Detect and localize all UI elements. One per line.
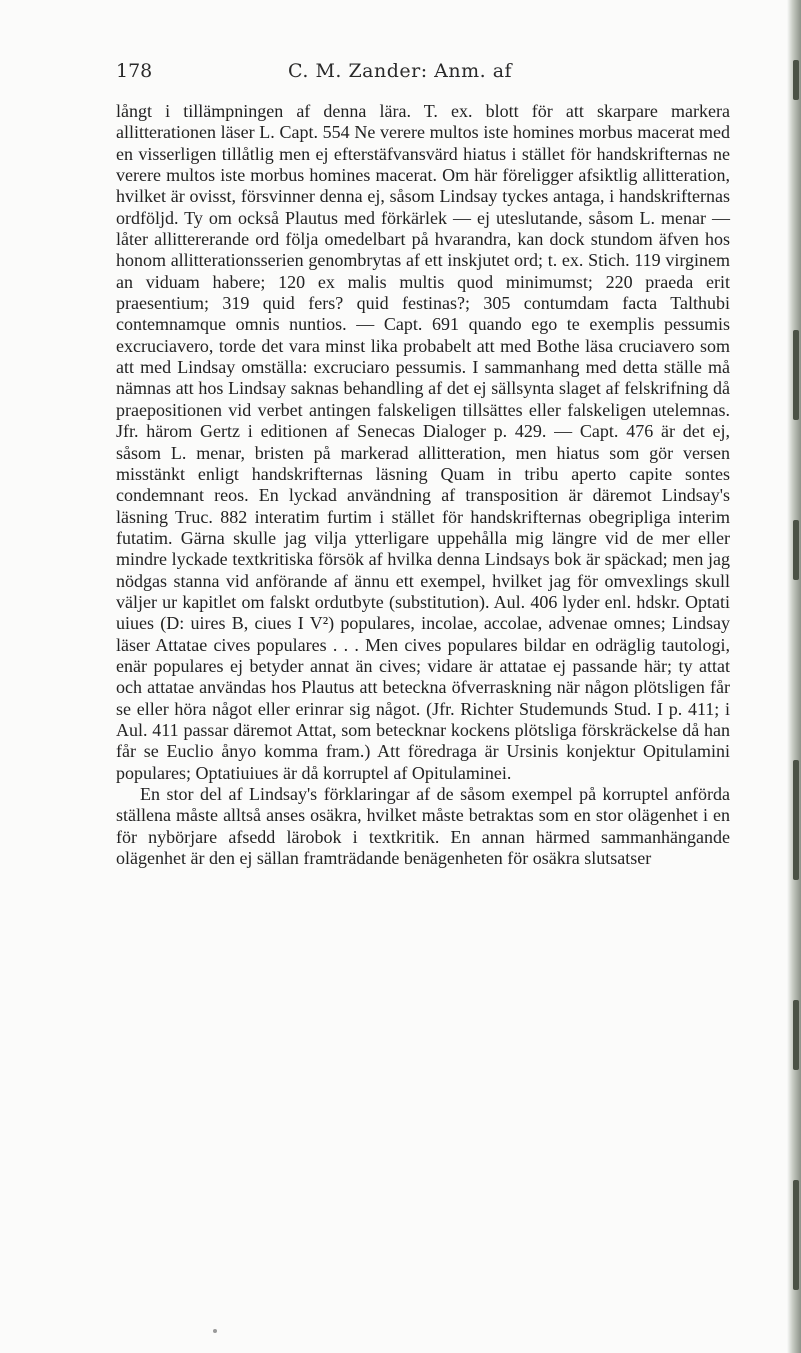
print-speck [213,1329,217,1333]
edge-mark [793,1180,799,1290]
edge-mark [793,520,799,580]
body-text [116,101,730,869]
page-number: 178 [116,60,153,82]
paragraph-2: En stor del af Lindsay's förklaringar af de såsom exempel på korruptel anförda ställena måste alltså anses osäkra, hvilket måste betraktas som en stor olägenhet i en för nybörjare afsedd lärobok i textkritik. En annan härmed sammanhängande olägenhet är den ej sällan framträdande benägenheten för osäkra slutsatser [116,784,730,869]
edge-mark [793,760,799,880]
running-head: C. M. Zander: Anm. af [288,60,513,82]
edge-mark [793,330,799,420]
edge-mark [793,60,799,100]
edge-mark [793,1000,799,1070]
page-header [116,60,676,86]
page-edge [787,0,801,1353]
paragraph-1: långt i tillämpningen af denna lära. T. ex. blott för att skarpare markera allitterationen läser L. Capt. 554 Ne verere multos iste homines morbus macerat med en visserligen tillåtlig men ej efterstäfvansvärd hiatus i stället för handskrifternas ne verere multos iste morbus homines macerat. Om här föreligger afsiktlig allitteration, hvilket är ovisst, försvinner denna ej, såsom Lindsay tyckes antaga, i handskrifternas ordföljd. Ty om också Plautus med förkärlek — ej uteslutande, såsom L. menar — låter allittererande ord följa omedelbart på hvarandra, kan dock stundom äfven hos honom allitterationsserien genombrytas af ett inskjutet ord; t. ex. Stich. 119 virginem an viduam habere; 120 ex malis multis quod minimumst; 220 praeda erit praesentium; 319 quid fers? quid festinas?; 305 contumdam facta Talthubi contemnamque omnis nuntios. — Capt. 691 quando ego te exemplis pessumis excruciavero, torde det vara minst lika probabelt att med Bothe läsa cruciavero som att med Lindsay omställa: excruciaro pessumis. I sammanhang med detta ställe må nämnas att hos Lindsay saknas behandling af det ej sällsynta slaget af felskrifning då praepositionen vid verbet antingen falskeligen tillsättes eller falskeligen utelemnas. Jfr. härom Gertz i editionen af Senecas Dialoger p. 429. — Capt. 476 är det ej, såsom L. menar, bristen på markerad allitteration, men hiatus som gör versen misstänkt enligt handskrifternas läsning Quam in tribu aperto capite sontes condemnant reos. En lyckad användning af transposition är däremot Lindsay's läsning Truc. 882 interatim furtim i stället för handskrifternas obegripliga interim futatim. Gärna skulle jag vilja ytterligare uppehålla mig längre vid de mer eller mindre lyckade textkritiska försök af hvilka denna Lindsays bok är späckad; men jag nödgas stanna vid anförande af ännu ett exempel, hvilket jag för omvexlings skull väljer ur kapitlet om falskt ordutbyte (substitution). Aul. 406 lyder enl. hdskr. Optati uiues (D: uires B, ciues I V²) populares, incolae, accolae, advenae omnes; Lindsay läser Attatae cives populares . . . Men cives populares bildar en odräglig tautologi, enär populares ej betyder annat än cives; vidare är attatae ej passande här; ty attat och attatae användas hos Plautus att beteckna öfverraskning när någon plötsligen får se eller höra något eller erinrar sig något. (Jfr. Richter Studemunds Stud. I p. 411; i Aul. 411 passar däremot Attat, som betecknar kockens plötsliga förskräckelse då han får se Euclio ånyo komma fram.) Att föredraga är Ursinis konjektur Opitulamini populares; Optatiuiues är då korruptel af Opitulaminei. [116,101,730,783]
